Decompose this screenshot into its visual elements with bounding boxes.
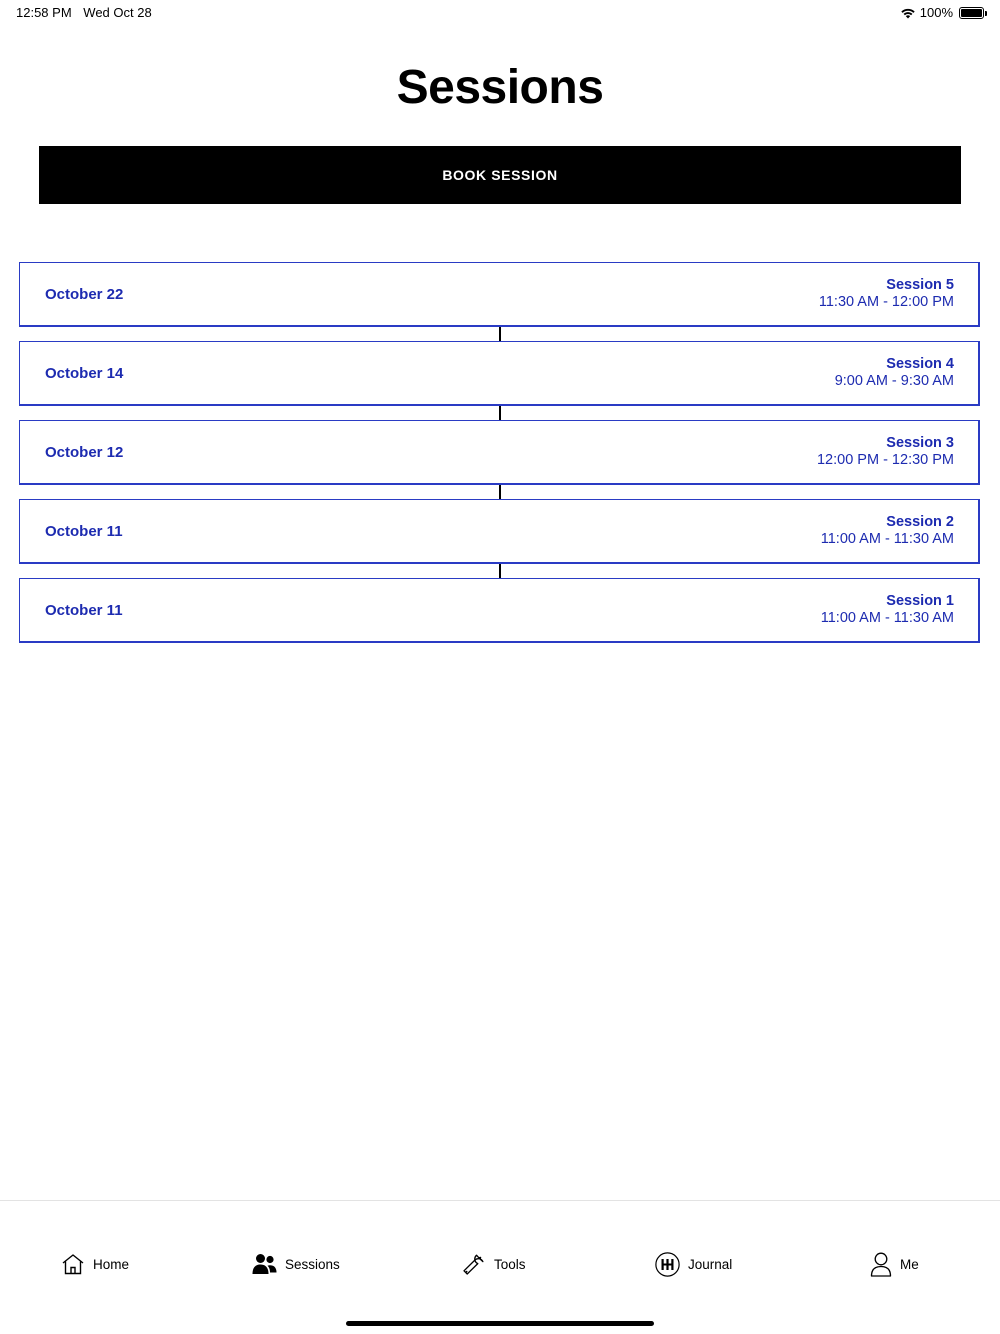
timeline-connector: [19, 406, 980, 420]
session-date: October 11: [45, 522, 123, 540]
status-left: [16, 5, 160, 20]
session-date: October 12: [45, 443, 124, 461]
tab-bar: [0, 1200, 1000, 1334]
timeline-connector: [19, 327, 980, 341]
home-indicator[interactable]: [346, 1321, 654, 1326]
session-time: 11:00 AM - 11:30 AM: [820, 610, 954, 626]
session-date: October 22: [45, 285, 124, 303]
session-card-5[interactable]: [19, 262, 980, 327]
journal-icon: [655, 1252, 680, 1277]
status-date: Wed Oct 28: [83, 5, 152, 20]
session-info: [835, 356, 954, 390]
session-info: [821, 514, 954, 548]
session-info: [819, 277, 954, 311]
status-right: [900, 5, 984, 20]
session-info: [817, 435, 954, 469]
session-name: Session 3: [886, 435, 954, 451]
session-time: 9:00 AM - 9:30 AM: [834, 373, 954, 389]
person-icon: [870, 1252, 892, 1277]
session-card-2[interactable]: [19, 499, 980, 564]
session-name: Session 2: [886, 514, 954, 530]
tab-sessions[interactable]: [252, 1249, 340, 1279]
tab-label: Journal: [688, 1256, 733, 1272]
session-name: Session 5: [886, 277, 954, 293]
session-time: 11:30 AM - 12:00 PM: [818, 294, 954, 310]
session-info: [821, 593, 954, 627]
battery-icon: [959, 7, 984, 19]
session-card-1[interactable]: [19, 578, 980, 643]
wifi-icon: [900, 7, 916, 19]
tab-journal[interactable]: [655, 1249, 732, 1279]
session-card-3[interactable]: [19, 420, 980, 485]
session-list: [19, 262, 980, 643]
status-bar: [0, 0, 1000, 24]
tab-tools[interactable]: [462, 1249, 526, 1279]
people-icon: [252, 1253, 277, 1275]
home-icon: [61, 1253, 85, 1275]
timeline-connector: [19, 485, 980, 499]
tab-label: Home: [93, 1256, 130, 1272]
session-name: Session 4: [886, 356, 954, 372]
tab-label: Sessions: [285, 1256, 340, 1272]
session-time: 12:00 PM - 12:30 PM: [816, 452, 954, 468]
session-time: 11:00 AM - 11:30 AM: [820, 531, 954, 547]
session-date: October 14: [45, 364, 124, 382]
wrench-icon: [462, 1252, 486, 1276]
battery-fill: [961, 9, 982, 17]
tab-home[interactable]: [61, 1249, 129, 1279]
tab-label: Me: [900, 1256, 919, 1272]
page-title: Sessions: [396, 61, 604, 114]
session-date: October 11: [45, 601, 123, 619]
session-name: Session 1: [886, 593, 954, 609]
timeline-connector: [19, 564, 980, 578]
book-session-button[interactable]: BOOK SESSION: [39, 146, 961, 204]
battery-percent: 100%: [919, 5, 953, 20]
session-card-4[interactable]: [19, 341, 980, 406]
tab-me[interactable]: [870, 1249, 919, 1279]
status-time: 12:58 PM: [16, 5, 72, 20]
tab-label: Tools: [494, 1256, 526, 1272]
